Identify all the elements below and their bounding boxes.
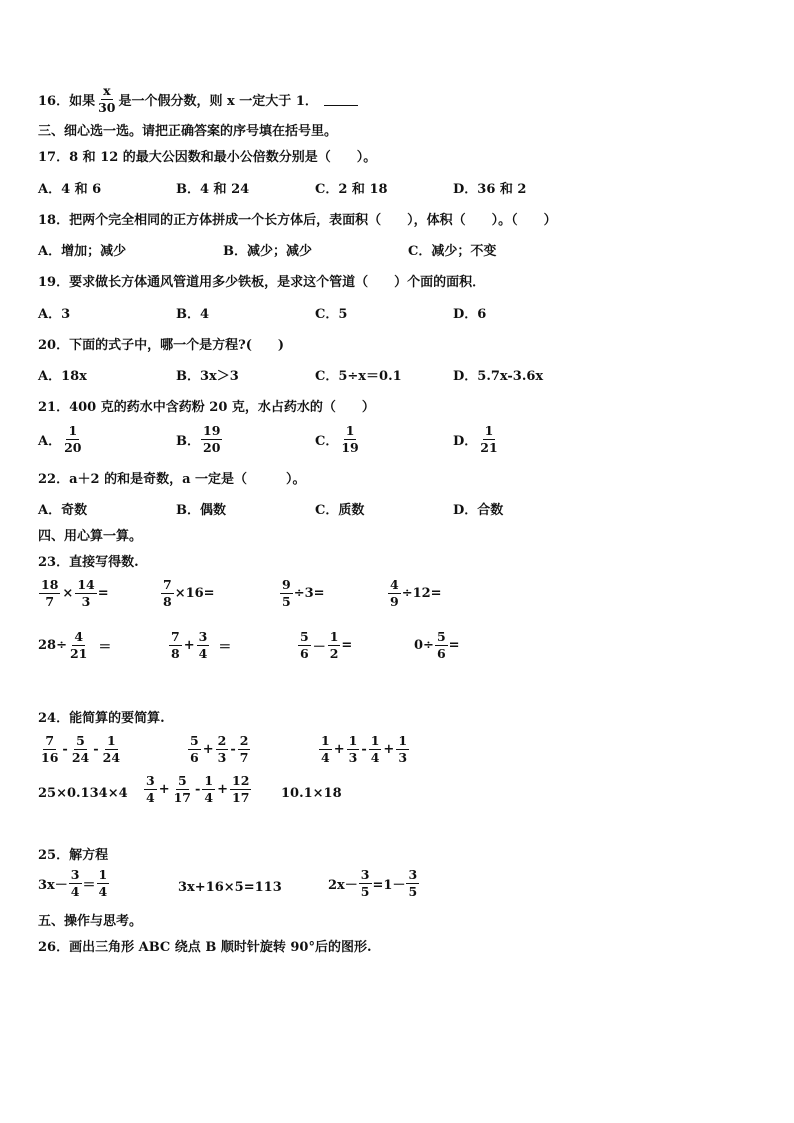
frac-den: 24 (102, 750, 121, 765)
fraction (435, 630, 448, 661)
q16-answer-blank[interactable] (324, 93, 358, 106)
operator: + (383, 742, 395, 757)
section-4-heading: 四、用心算一算。 (38, 529, 143, 544)
frac-num: 1 (348, 733, 358, 748)
equals: = (341, 638, 353, 653)
fraction (101, 734, 122, 765)
q23-expression-8 (414, 630, 460, 661)
q17-option-b[interactable]: B．4 和 24 (176, 182, 250, 197)
fraction (396, 734, 409, 765)
fraction (238, 734, 251, 765)
fraction (70, 734, 91, 765)
frac-num: 1 (106, 733, 116, 748)
frac-den: 8 (163, 594, 172, 609)
frac-den: 2 (329, 646, 339, 661)
frac-num: 14 (77, 577, 95, 592)
frac-den: 19 (341, 440, 359, 455)
q21-option-d[interactable] (453, 424, 501, 455)
q16-prefix: 16．如果 (38, 94, 96, 109)
q25-equation-2: 3x+16×5=113 (178, 880, 282, 895)
expression-tail: ×16= (174, 586, 215, 601)
q18-option-a[interactable]: A．增加；减少 (38, 244, 127, 259)
fraction (161, 578, 174, 609)
equals: = (448, 638, 460, 653)
q20-option-c[interactable]: C．5÷x＝0.1 (315, 369, 402, 384)
q22-option-b[interactable]: B．偶数 (176, 503, 226, 518)
q16-fraction (96, 84, 117, 115)
frac-num: 1 (204, 773, 214, 788)
question-19: 19．要求做长方体通风管道用多少铁板，是求这个管道（ ）个面的面积． (38, 275, 486, 290)
q19-option-b[interactable]: B．4 (176, 307, 210, 322)
fraction (144, 774, 157, 805)
frac-den: 20 (203, 440, 221, 455)
equation-head: 2x－ (328, 878, 358, 893)
q23-expression-6 (168, 630, 231, 661)
q21-label-b: B． (176, 434, 200, 449)
frac-num: 7 (171, 629, 180, 644)
frac-num: 3 (360, 867, 370, 882)
q20-option-b[interactable]: B．3x＞3 (176, 369, 239, 384)
equals: ＝ (218, 640, 232, 655)
frac-den: 21 (480, 440, 498, 455)
q19-option-c[interactable]: C．5 (315, 307, 348, 322)
frac-den: 3 (398, 750, 408, 765)
frac-num: 3 (198, 629, 208, 644)
frac-num: 1 (345, 423, 355, 438)
fraction (69, 868, 82, 899)
q22-option-d[interactable]: D．合数 (453, 503, 504, 518)
q21-label-d: D． (453, 434, 478, 449)
frac-den: 16 (41, 750, 59, 765)
frac-num: 5 (177, 773, 187, 788)
fraction (197, 630, 210, 661)
fraction (75, 578, 96, 609)
frac-den: 8 (171, 646, 180, 661)
frac-den: 3 (217, 750, 227, 765)
section-5-heading: 五、操作与思考。 (38, 914, 143, 929)
frac-den: 20 (64, 440, 82, 455)
q24-expression-5 (143, 774, 252, 805)
q21-option-c[interactable] (315, 424, 362, 455)
frac-den: 4 (370, 750, 380, 765)
fraction (280, 578, 293, 609)
operator: － (312, 640, 326, 655)
operator: - (361, 742, 367, 757)
frac-den: 17 (173, 790, 192, 805)
equals: ＝ (98, 640, 112, 655)
expression-tail: ÷3= (293, 586, 325, 601)
frac-num: 1 (370, 733, 380, 748)
question-21: 21．400 克的药水中含药粉 20 克，水占药水的（ ） (38, 400, 375, 415)
q24-expression-2 (187, 734, 251, 765)
frac-den: 5 (408, 884, 418, 899)
expression-head: 28÷ (38, 638, 67, 653)
frac-den: 6 (300, 646, 309, 661)
q23-expression-3 (279, 578, 325, 609)
fraction (347, 734, 360, 765)
equation-head: 3x－ (38, 878, 68, 893)
frac-num: 5 (76, 733, 85, 748)
frac-num: 5 (300, 629, 309, 644)
q17-option-c[interactable]: C．2 和 18 (315, 182, 388, 197)
frac-num: 2 (239, 733, 249, 748)
q22-option-c[interactable]: C．质数 (315, 503, 365, 518)
frac-den: 4 (321, 750, 330, 765)
q21-option-b[interactable] (176, 424, 223, 455)
q16-frac-num: x (103, 83, 111, 98)
fraction (188, 734, 201, 765)
fraction (68, 630, 89, 661)
q24-expression-3 (318, 734, 410, 765)
fraction (319, 734, 332, 765)
q24-expression-6: 10.1×18 (281, 786, 342, 801)
frac-num: 12 (232, 773, 250, 788)
q21-label-a: A． (38, 434, 62, 449)
frac-num: 19 (203, 423, 221, 438)
q18-option-c[interactable]: C．减少；不变 (408, 244, 497, 259)
fraction (406, 868, 419, 899)
q21-option-a[interactable] (38, 424, 85, 455)
frac-den: 3 (348, 750, 358, 765)
frac-den: 5 (360, 884, 370, 899)
q23-expression-4 (387, 578, 442, 609)
fraction (172, 774, 193, 805)
frac-num: 3 (408, 867, 418, 882)
frac-den: 17 (232, 790, 250, 805)
q21-fraction-b (201, 424, 222, 455)
frac-num: 1 (98, 867, 108, 882)
operator: - (62, 742, 68, 757)
fraction (369, 734, 382, 765)
expression-head: 0÷ (414, 638, 434, 653)
frac-num: 1 (68, 423, 78, 438)
frac-num: 5 (436, 629, 446, 644)
equals: ＝ (82, 878, 96, 893)
frac-num: 5 (190, 733, 199, 748)
question-24: 24．能简算的要简算. (38, 711, 165, 726)
operator: + (333, 742, 345, 757)
question-23: 23．直接写得数. (38, 555, 139, 570)
q17-option-d[interactable]: D．36 和 2 (453, 182, 527, 197)
frac-den: 7 (239, 750, 249, 765)
question-22: 22．a＋2 的和是奇数，a 一定是（ ）。 (38, 472, 306, 487)
q20-option-d[interactable]: D．5.7x-3.6x (453, 369, 544, 384)
frac-den: 24 (71, 750, 90, 765)
frac-den: 4 (70, 884, 80, 899)
frac-num: 7 (45, 733, 55, 748)
frac-num: 1 (329, 629, 339, 644)
q20-option-a[interactable]: A．18x (38, 369, 87, 384)
equation-middle: =1－ (372, 878, 406, 893)
frac-den: 21 (69, 646, 88, 661)
fraction (202, 774, 215, 805)
fraction (230, 774, 251, 805)
q21-label-c: C． (315, 434, 339, 449)
operator: - (93, 742, 99, 757)
q19-option-d[interactable]: D．6 (453, 307, 487, 322)
q21-fraction-d (478, 424, 499, 455)
q23-expression-1 (38, 578, 109, 609)
q22-option-a[interactable]: A．奇数 (38, 503, 88, 518)
operator: + (183, 638, 195, 653)
operator: - (195, 782, 201, 797)
frac-num: 4 (74, 629, 84, 644)
frac-den: 4 (146, 790, 155, 805)
frac-num: 3 (146, 773, 155, 788)
q24-expression-4: 25×0.134×4 (38, 786, 128, 801)
frac-num: 1 (321, 733, 330, 748)
question-25: 25．解方程 (38, 848, 109, 863)
frac-den: 5 (282, 594, 291, 609)
section-3-heading: 三、细心选一选。请把正确答案的序号填在括号里。 (38, 124, 338, 139)
q25-equation-1 (38, 868, 110, 899)
q18-option-b[interactable]: B．减少；减少 (223, 244, 312, 259)
q23-expression-7 (297, 630, 352, 661)
operator: - (230, 742, 236, 757)
frac-den: 6 (436, 646, 446, 661)
fraction (328, 630, 341, 661)
expression-tail: ÷12= (401, 586, 442, 601)
question-18: 18．把两个完全相同的正方体拼成一个长方体后，表面积（ ），体积（ ）。（ ） (38, 213, 557, 228)
q16-suffix: 是一个假分数，则 x 一定大于 1． (118, 94, 318, 109)
q21-fraction-a (62, 424, 83, 455)
fraction (39, 734, 60, 765)
frac-num: 18 (41, 577, 59, 592)
frac-den: 6 (190, 750, 199, 765)
q25-equation-3 (328, 868, 420, 899)
operator: + (217, 782, 229, 797)
frac-den: 4 (98, 884, 108, 899)
question-20: 20．下面的式子中，哪一个是方程?( ) (38, 338, 285, 353)
q17-option-a[interactable]: A．4 和 6 (38, 182, 102, 197)
frac-den: 9 (390, 594, 399, 609)
q16-frac-den: 30 (98, 100, 116, 115)
q23-expression-5 (38, 630, 111, 661)
question-16 (38, 84, 358, 115)
frac-num: 1 (484, 423, 494, 438)
frac-num: 9 (282, 577, 291, 592)
q19-option-a[interactable]: A．3 (38, 307, 71, 322)
frac-num: 3 (70, 867, 80, 882)
fraction (359, 868, 372, 899)
fraction (39, 578, 60, 609)
fraction (298, 630, 311, 661)
fraction (216, 734, 229, 765)
fraction (388, 578, 401, 609)
question-17: 17．8 和 12 的最大公因数和最小公倍数分别是（ ）。 (38, 150, 377, 165)
q21-fraction-c (339, 424, 360, 455)
q24-expression-1 (38, 734, 123, 765)
fraction (97, 868, 110, 899)
question-26: 26．画出三角形 ABC 绕点 B 顺时针旋转 90°后的图形. (38, 940, 372, 955)
equals: = (97, 586, 109, 601)
frac-den: 7 (45, 594, 55, 609)
frac-num: 7 (163, 577, 172, 592)
fraction (169, 630, 182, 661)
frac-den: 3 (81, 594, 91, 609)
frac-den: 4 (198, 646, 208, 661)
frac-num: 1 (398, 733, 408, 748)
operator: + (158, 782, 170, 797)
q23-expression-2 (160, 578, 215, 609)
frac-den: 4 (204, 790, 214, 805)
frac-num: 4 (390, 577, 399, 592)
operator: + (202, 742, 214, 757)
operator: × (62, 586, 74, 601)
frac-num: 2 (217, 733, 227, 748)
